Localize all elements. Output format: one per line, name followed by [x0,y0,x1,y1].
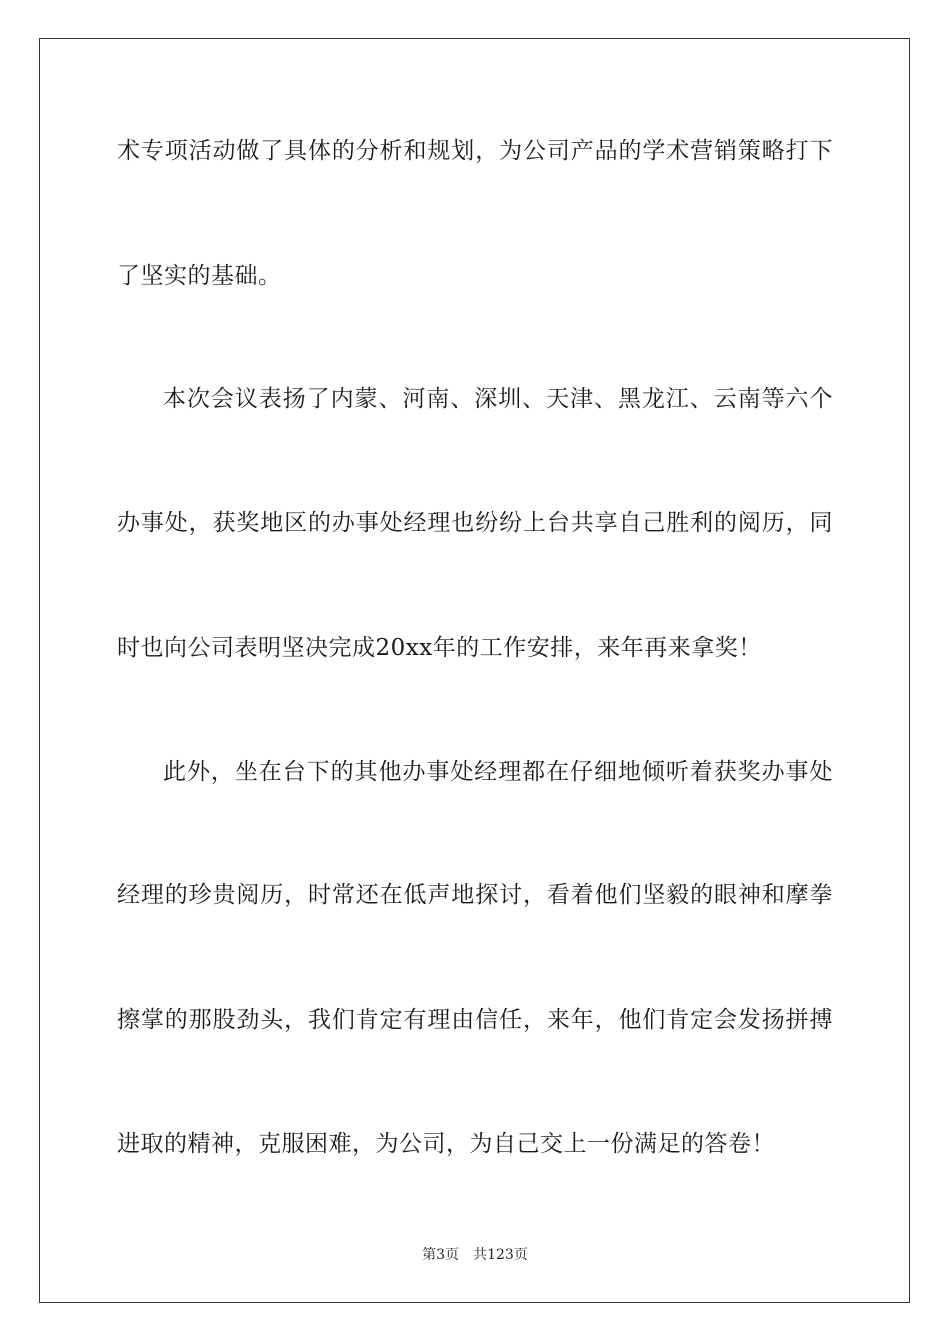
text-line: 进取的精神，克服困难，为公司，为自己交上一份满足的答卷！ [117,1131,775,1157]
page-footer [0,1246,950,1264]
text-line: 时也向公司表明坚决完成20xx年的工作安排，来年再来拿奖！ [117,635,762,661]
page-border [39,38,910,1303]
paragraph-first-line: 本次会议表扬了内蒙、河南、深圳、天津、黑龙江、云南等六个 [163,386,833,412]
page-number-total: 共123页 [473,1247,528,1263]
page-number-current: 第3页 [422,1247,460,1263]
text-line: 擦掌的那股劲头，我们肯定有理由信任，来年，他们肯定会发扬拼搏 [117,1007,833,1033]
text-line: 术专项活动做了具体的分析和规划，为公司产品的学术营销策略打下 [117,138,833,164]
text-line: 办事处，获奖地区的办事处经理也纷纷上台共享自己胜利的阅历，同 [117,510,833,536]
text-line: 经理的珍贵阅历，时常还在低声地探讨，看着他们坚毅的眼神和摩拳 [117,882,833,908]
paragraph-first-line: 此外，坐在台下的其他办事处经理都在仔细地倾听着获奖办事处 [163,759,833,785]
text-line: 了坚实的基础。 [117,263,282,289]
